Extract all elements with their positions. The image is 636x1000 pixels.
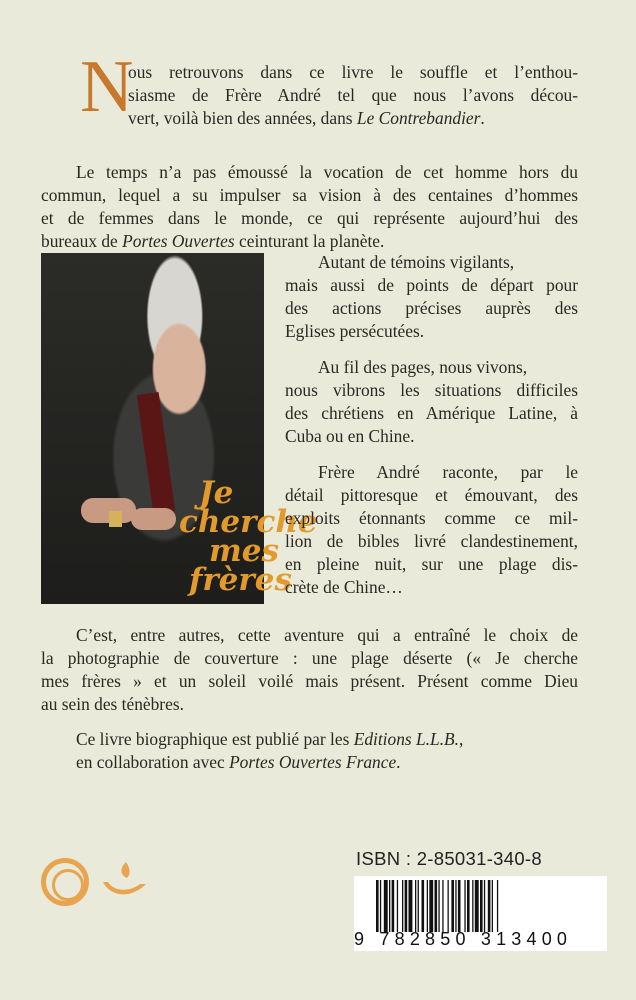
paragraph-cover-photo: [41, 624, 578, 716]
barcode-bar: [418, 880, 419, 932]
watch-shape: [109, 511, 122, 527]
drop-cap: N: [80, 46, 134, 128]
barcode-bar: [397, 880, 398, 932]
text-line: mais aussi de points de départ pour: [285, 275, 578, 295]
barcode-bar: [488, 880, 491, 932]
text-line: ous retrouvons dans ce livre le souffle et l’enthou-: [128, 62, 578, 82]
barcode-bar: [376, 880, 379, 932]
barcode-bar: [405, 880, 408, 932]
text-line: crète de Chine…: [285, 577, 403, 597]
text-line: commun, lequel a su impulser sa vision à des centaines d’hommes: [41, 185, 578, 205]
text-line: Le temps n’a pas émoussé la vocation de cet homme hors du: [76, 162, 578, 182]
text-line: C’est, entre autres, cette aventure qui a entraîné le choix de: [76, 625, 578, 645]
barcode-bar: [458, 880, 461, 932]
text-line: la photographie de couverture : une plage déserte (« Je cherche: [41, 648, 578, 668]
barcode-bars: [376, 880, 604, 932]
text-line: Au fil des pages, nous vivons,: [318, 357, 528, 377]
barcode-bar: [409, 880, 413, 932]
book-title: Le Contrebandier: [356, 108, 481, 128]
barcode-bar: [467, 880, 470, 932]
paragraph-story: [285, 461, 578, 599]
publisher-logo-icon: [41, 858, 89, 906]
tie-shape: [137, 392, 175, 514]
text-line: et de femmes dans le monde, ce qui représente aujourd’hui des: [41, 208, 578, 228]
paragraph-intro: [128, 61, 578, 107]
text-line: des actions précises auprès des: [285, 298, 578, 318]
text-line: en collaboration avec Portes Ouvertes France.: [76, 752, 401, 772]
barcode-bar: [380, 880, 381, 932]
text-line: détail pittoresque et émouvant, des: [285, 485, 578, 505]
text-line: siasme de Frère André tel que nous l’avons décou-: [128, 85, 578, 105]
barcode-bar: [475, 880, 479, 932]
text-line: en pleine nuit, sur une plage dis-: [285, 554, 578, 574]
text-line: Autant de témoins vigilants,: [318, 252, 515, 272]
barcode-bar: [422, 880, 425, 932]
text-line: Ce livre biographique est publié par les Editions L.L.B.,: [76, 729, 464, 749]
text-line: vert, voilà bien des années, dans Le Contrebandier.: [128, 108, 485, 128]
barcode-bar: [429, 880, 433, 932]
barcode-bar: [402, 880, 403, 932]
paragraph-publisher: [41, 728, 578, 774]
barcode-bar: [435, 880, 438, 932]
text-line: nous vibrons les situations difficiles: [285, 380, 578, 400]
paragraph-pages: [285, 356, 578, 448]
barcode-bar: [492, 880, 493, 932]
text-line: Frère André raconte, par le: [318, 462, 578, 482]
paragraph-intro-end: [128, 107, 578, 130]
text-line: exploits étonnants comme ce mil-: [285, 508, 578, 528]
barcode-bar: [472, 880, 473, 932]
barcode-bar: [442, 880, 443, 932]
barcode-bar: [389, 880, 390, 932]
lamp-logo-icon: [100, 858, 148, 906]
barcode-bar: [484, 880, 485, 932]
text-line: Eglises persécutées.: [285, 321, 425, 341]
text-line: au sein des ténèbres.: [41, 694, 184, 714]
barcode-bar: [392, 880, 395, 932]
barcode-number: 9 782850 313400: [354, 929, 573, 949]
isbn-label: ISBN : 2-85031-340-8: [356, 848, 542, 869]
paragraph-vocation: [41, 161, 578, 253]
barcode-bar: [438, 880, 439, 932]
barcode-bar: [480, 880, 483, 932]
book-cover-title: Je cherche mes frères: [179, 475, 318, 598]
barcode-bar: [384, 880, 388, 932]
barcode-bar: [455, 880, 456, 932]
barcode-bar: [427, 880, 428, 932]
author-photo: [41, 253, 318, 604]
text-line: des chrétiens en Amérique Latine, à: [285, 403, 578, 423]
barcode-bar: [415, 880, 416, 932]
hand-shape: [131, 508, 176, 530]
barcode-bar: [448, 880, 449, 932]
text-line: lion de bibles livré clandestinement,: [285, 531, 578, 551]
barcode: [354, 876, 607, 951]
text-line: Cuba ou en Chine.: [285, 426, 415, 446]
text-line: mes frères » et un soleil voilé mais présent. Présent comme Dieu: [41, 671, 578, 691]
paragraph-witnesses: [285, 251, 578, 343]
barcode-bar: [451, 880, 454, 932]
barcode-bar: [464, 880, 465, 932]
barcode-bar: [497, 880, 498, 932]
text-line: bureaux de Portes Ouvertes ceinturant la planète.: [41, 231, 385, 251]
